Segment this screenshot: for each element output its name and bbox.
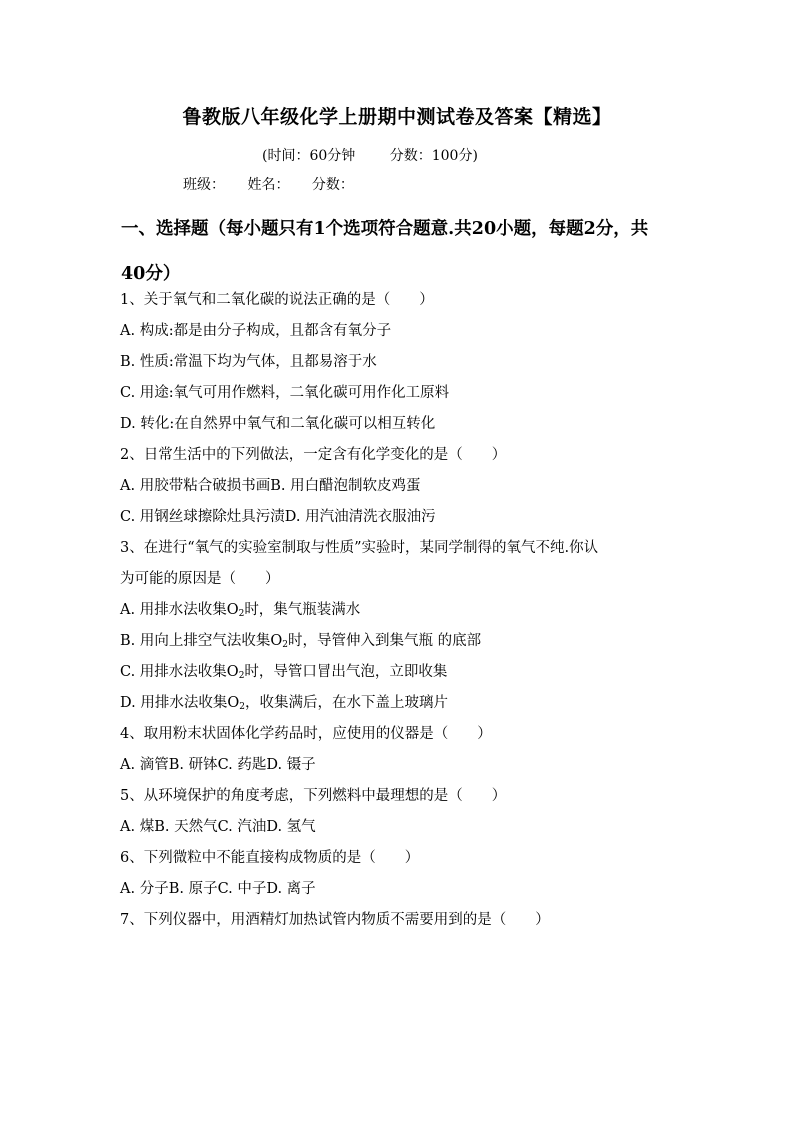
exam-info	[262, 145, 508, 165]
option-line: A. 分子B. 原子C. 中子D. 离子	[120, 881, 316, 897]
question-line: 3、在进行“氧气的实验室制取与性质”实验时，某同学制得的氧气不纯.你认	[120, 540, 599, 556]
time-info: (时间：60分钟	[262, 148, 356, 164]
option-line: A. 煤B. 天然气C. 汽油D. 氢气	[120, 819, 316, 835]
option-line: A. 用排水法收集$O_2$时，集气瓶装满水	[120, 602, 361, 619]
option-line: B. 用向上排空气法收集$O_2$时，导管伸入到集气瓶 的底部	[120, 633, 482, 650]
section-heading-line2: 40分）	[121, 264, 181, 284]
question-line-continued: 为可能的原因是（ ）	[120, 571, 280, 587]
question-line: 4、取用粉末状固体化学药品时，应使用的仪器是（ ）	[120, 726, 492, 742]
question-line: 1、关于氧气和二氧化碳的说法正确的是（ ）	[120, 292, 434, 308]
question-line: 6、下列微粒中不能直接构成物质的是（ ）	[120, 850, 420, 866]
question-line: 7、下列仪器中，用酒精灯加热试管内物质不需要用到的是（ ）	[120, 912, 550, 928]
class-label: 班级：	[183, 177, 225, 193]
option-line: C. 用钢丝球擦除灶具污渍D. 用汽油清洗衣服油污	[120, 509, 436, 525]
section-heading-line1: 一、选择题（每小题只有1个选项符合题意.共20小题，每题2分，共	[121, 219, 649, 239]
option-line: C. 用排水法收集$O_2$时，导管口冒出气泡，立即收集	[120, 664, 448, 681]
option-line: A. 构成:都是由分子构成，且都含有氧分子	[120, 323, 392, 339]
score-info: 分数：100分)	[389, 148, 478, 164]
score-label: 分数：	[311, 177, 354, 193]
option-line: D. 转化:在自然界中氧气和二氧化碳可以相互转化	[120, 416, 436, 432]
option-line: B. 性质:常温下均为气体，且都易溶于水	[120, 354, 377, 370]
document-title: 鲁教版八年级化学上册期中测试卷及答案【精选】	[182, 106, 612, 128]
option-line: D. 用排水法收集$O_2$，收集满后，在水下盖上玻璃片	[120, 695, 448, 712]
question-line: 5、从环境保护的角度考虑，下列燃料中最理想的是（ ）	[120, 788, 507, 804]
student-info-line	[183, 174, 372, 194]
question-line: 2、日常生活中的下列做法，一定含有化学变化的是（ ）	[120, 447, 507, 463]
name-label: 姓名：	[247, 177, 290, 193]
section-heading	[121, 207, 681, 297]
option-line: A. 滴管B. 研钵C. 药匙D. 镊子	[120, 757, 316, 773]
option-line: A. 用胶带粘合破损书画B. 用白醋泡制软皮鸡蛋	[120, 478, 421, 494]
option-line: C. 用途:氧气可用作燃料，二氧化碳可用作化工原料	[120, 385, 450, 401]
question-list	[120, 285, 680, 936]
